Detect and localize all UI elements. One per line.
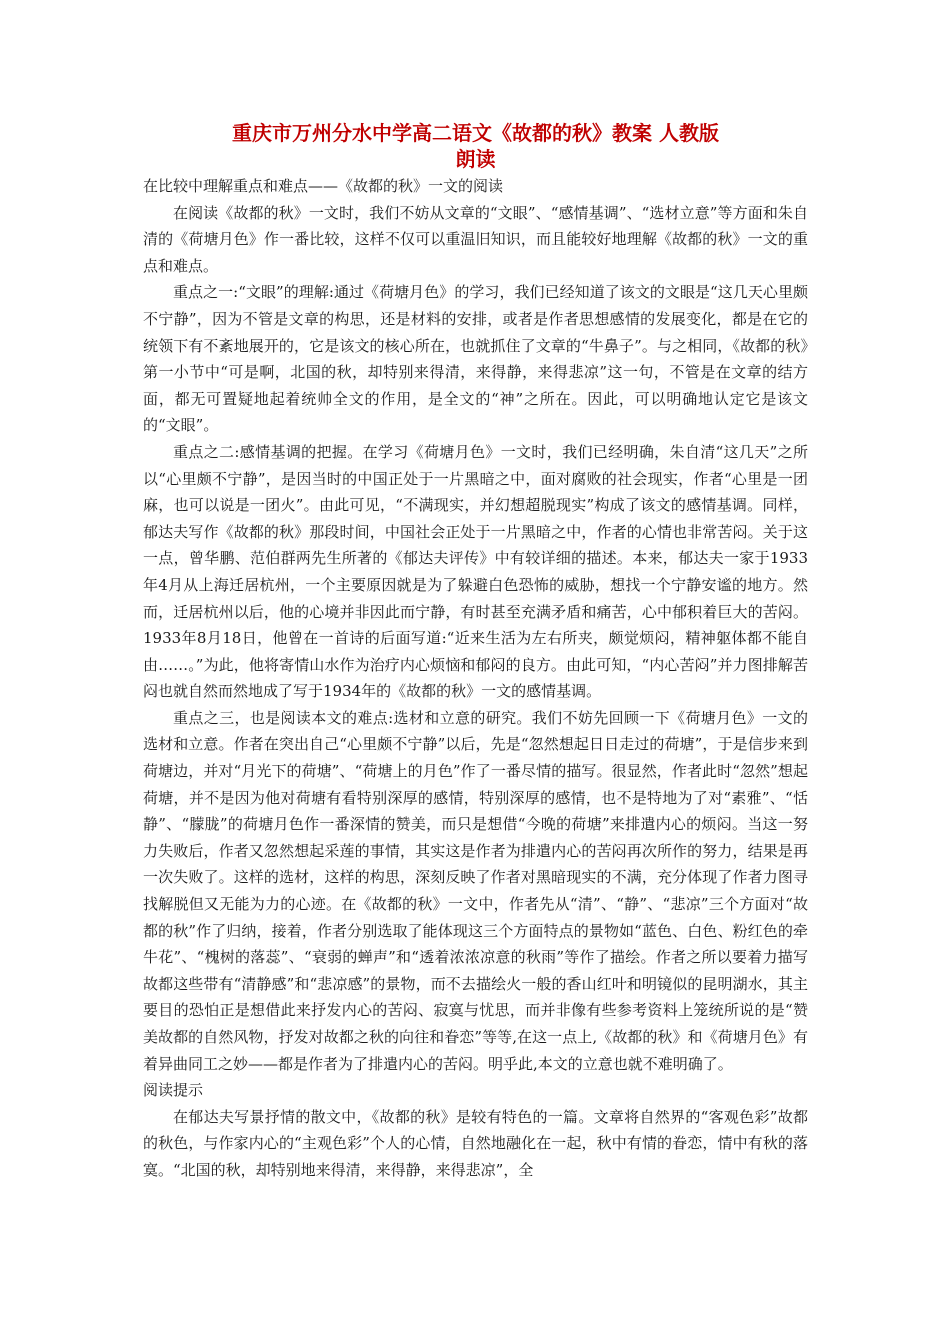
document-title: 重庆市万州分水中学高二语文《故都的秋》教案 人教版 <box>232 121 719 145</box>
paragraph-key-point-2: 重点之二:感情基调的把握。在学习《荷塘月色》一文时，我们已经明确，朱自清“这几天”之所以“心里颇不宁静”，是因当时的中国正处于一片黑暗之中，面对腐败的社会现实，作者“心里是一团麻，也可以说是一团火”。由此可见，“不满现实，并幻想超脱现实”构成了该文的感情基调。同样，郁达夫写作《故都的秋》那段时间，中国社会正处于一片黑暗之中，作者的心情也非常苦闷。关于这一点，曾华鹏、范伯群两先生所著的《郁达夫评传》中有较详细的描述。本来，郁达夫一家于1933年4月从上海迁居杭州，一个主要原因就是为了躲避白色恐怖的威胁，想找一个宁静安谧的地方。然而，迁居杭州以后，他的心境并非因此而宁静，有时甚至充满矛盾和痛苦，心中郁积着巨大的苦闷。1933年8月18日，他曾在一首诗的后面写道:“近来生活为左右所夹，颇觉烦闷，精神躯体都不能自由……。”为此，他将寄情山水作为治疗内心烦恼和郁闷的良方。由此可知，“内心苦闷”并力图排解苦闷也就自然而然地成了写于1934年的《故都的秋》一文的感情基调。 <box>143 442 808 701</box>
paragraph-intro: 在阅读《故都的秋》一文时，我们不妨从文章的“文眼”、“感情基调”、“选材立意”等方面和朱自清的《荷塘月色》作一番比较，这样不仅可以重温旧知识，而且能较好地理解《故都的秋》一文的重点和难点。 <box>143 203 808 275</box>
paragraph-reading-tips: 在郁达夫写景抒情的散文中，《故都的秋》是较有特色的一篇。文章将自然界的“客观色彩”故都的秋色，与作家内心的“主观色彩”个人的心情，自然地融化在一起，秋中有情的眷恋，情中有秋的落寞。“北国的秋，却特别地来得清，来得静，来得悲凉”，全 <box>143 1107 808 1179</box>
paragraph-key-point-3: 重点之三，也是阅读本文的难点:选材和立意的研究。我们不妨先回顾一下《荷塘月色》一文的选材和立意。作者在突出自己“心里颇不宁静”以后，先是“忽然想起日日走过的荷塘”，于是信步来到荷塘边，并对“月光下的荷塘”、“荷塘上的月色”作了一番尽情的描写。很显然，作者此时“忽然”想起荷塘，并不是因为他对荷塘有看特别深厚的感情，特别深厚的感情，也不是特地为了对“素雅”、“恬静”、“朦胧”的荷塘月色作一番深情的赞美，而只是想借“今晚的荷塘”来排遣内心的烦闷。当这一努力失败后，作者又忽然想起采莲的事情，其实这是作者为排遣内心的苦闷再次所作的努力，结果是再一次失败了。这样的选材，这样的构思，深刻反映了作者对黑暗现实的不满，充分体现了作者力图寻找解脱但又无能为力的心迹。在《故都的秋》一文中，作者先从“清”、“静”、“悲凉”三个方面对“故都的秋”作了归纳，接着，作者分别选取了能体现这三个方面特点的景物如“蓝色、白色、粉红色的牵牛花”、“槐树的落蕊”、“衰弱的蝉声”和“透着浓浓凉意的秋雨”等作了描绘。作者之所以要着力描写故都这些带有“清静感”和“悲凉感”的景物，而不去描绘火一般的香山红叶和明镜似的昆明湖水，其主要目的恐怕正是想借此来抒发内心的苦闷、寂寞与忧思，而并非像有些参考资料上笼统所说的是“赞美故都的自然风物，抒发对故都之秋的向往和眷恋”等等,在这一点上,《故都的秋》和《荷塘月色》有着异曲同工之妙——都是作者为了排遣内心的苦闷。明乎此,本文的立意也就不难明确了。 <box>143 708 808 1073</box>
document-page <box>143 120 808 1184</box>
section-heading-reading-tips: 阅读提示 <box>143 1081 204 1100</box>
paragraph-key-point-1: 重点之一:“文眼”的理解:通过《荷塘月色》的学习，我们已经知道了该文的文眼是“这几天心里颇不宁静”，因为不管是文章的构思，还是材料的安排，或者是作者思想感情的发展变化，都是在它的统领下有不紊地展开的，它是该文的核心所在，也就抓住了文章的“牛鼻子”。与之相同，《故都的秋》第一小节中“可是啊，北国的秋，却特别来得清，来得静，来得悲凉”这一句，不管是在文章的结方面，都无可置疑地起着统帅全文的作用，是全文的“神”之所在。因此，可以明确地认定它是该文的“文眼”。 <box>143 283 808 435</box>
section-heading: 在比较中理解重点和难点——《故都的秋》一文的阅读 <box>143 177 504 195</box>
document-subtitle: 朗读 <box>455 147 496 171</box>
